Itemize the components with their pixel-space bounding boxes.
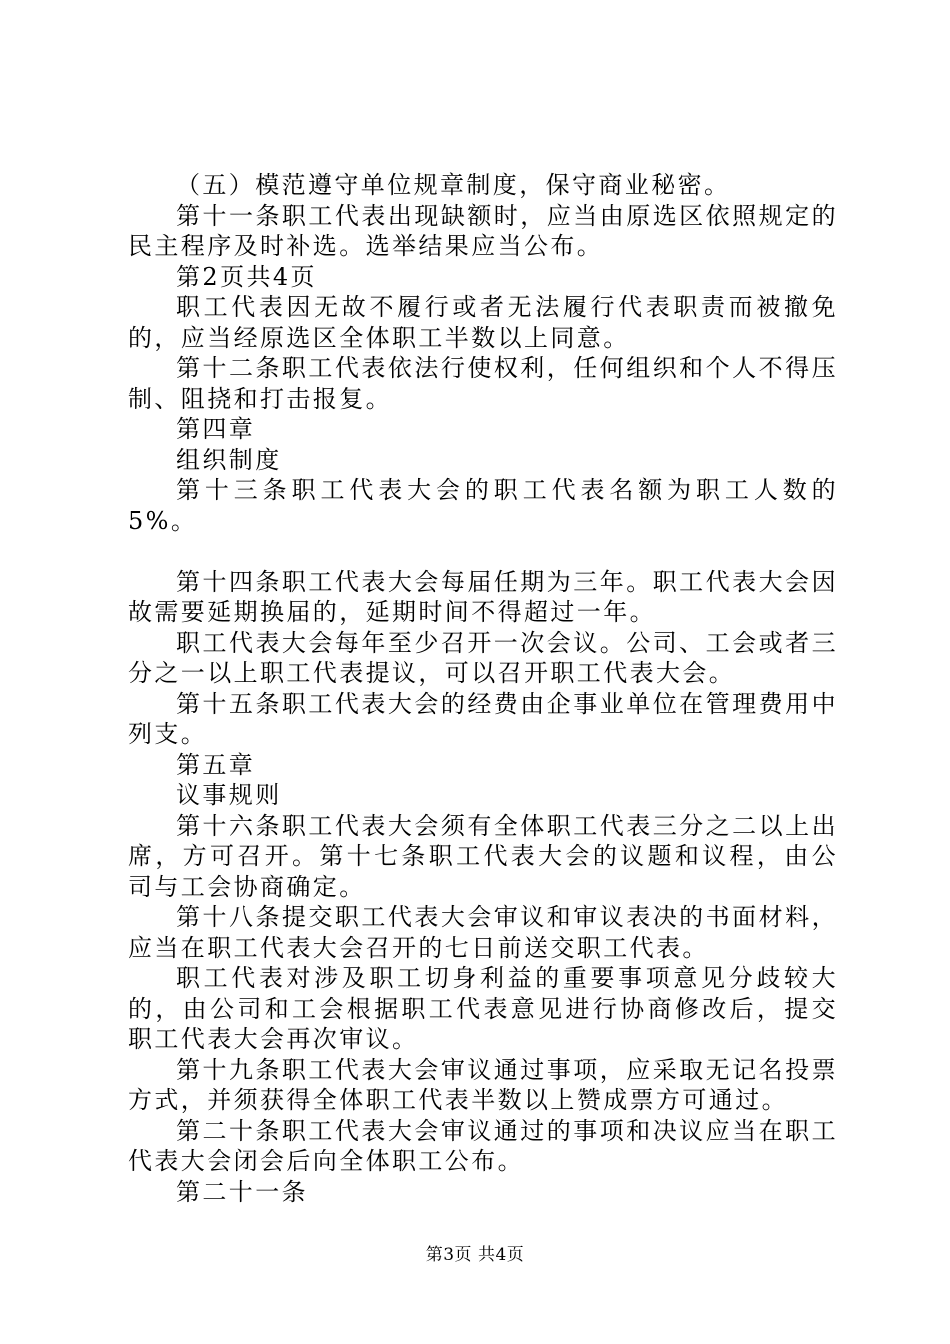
paragraph-article-11: 第十一条职工代表出现缺额时，应当由原选区依照规定的民主程序及时补选。选举结果应当公布。 <box>128 201 838 260</box>
paragraph-article-13: 第十三条职工代表大会的职工代表名额为职工人数的5%。 <box>128 476 838 535</box>
chapter-heading-4: 第四章 <box>176 415 256 443</box>
chapter-title-4: 组织制度 <box>176 445 282 474</box>
paragraph-article-20: 第二十条职工代表大会审议通过的事项和决议应当在职工代表大会闭会后向全体职工公布。 <box>128 1116 838 1175</box>
paragraph-article-12: 第十二条职工代表依法行使权利，任何组织和个人不得压制、阻挠和打击报复。 <box>128 354 838 413</box>
document-body <box>128 170 838 1207</box>
chapter-title-5: 议事规则 <box>176 781 282 809</box>
page-footer: 第3页 共4页 <box>425 1245 525 1265</box>
paragraph-article-21: 第二十一条 <box>176 1177 308 1206</box>
chapter-heading-5: 第五章 <box>176 750 256 779</box>
paragraph-article-16-17: 第十六条职工代表大会须有全体职工代表三分之二以上出席，方可召开。第十七条职工代表大会的议题和议程，由公司与工会协商确定。 <box>128 811 838 901</box>
paragraph-clause-5: （五）模范遵守单位规章制度，保守商业秘密。 <box>176 171 731 199</box>
paragraph-disagreement: 职工代表对涉及职工切身利益的重要事项意见分歧较大的，由公司和工会根据职工代表意见进行协商修改后，提交职工代表大会再次审议。 <box>128 964 838 1053</box>
inline-page-marker: 第2页共4页 <box>176 262 317 291</box>
paragraph-dismissal: 职工代表因无故不履行或者无法履行代表职责而被撤免的，应当经原选区全体职工半数以上同意。 <box>128 293 838 352</box>
paragraph-article-15: 第十五条职工代表大会的经费由企事业单位在管理费用中列支。 <box>128 689 838 748</box>
paragraph-article-19: 第十九条职工代表大会审议通过事项，应采取无记名投票方式，并须获得全体职工代表半数以上赞成票方可通过。 <box>128 1055 838 1114</box>
paragraph-annual-meeting: 职工代表大会每年至少召开一次会议。公司、工会或者三分之一以上职工代表提议，可以召开职工代表大会。 <box>128 628 838 687</box>
paragraph-article-18: 第十八条提交职工代表大会审议和审议表决的书面材料，应当在职工代表大会召开的七日前送交职工代表。 <box>128 903 838 962</box>
paragraph-article-14: 第十四条职工代表大会每届任期为三年。职工代表大会因故需要延期换届的，延期时间不得超过一年。 <box>128 567 838 626</box>
